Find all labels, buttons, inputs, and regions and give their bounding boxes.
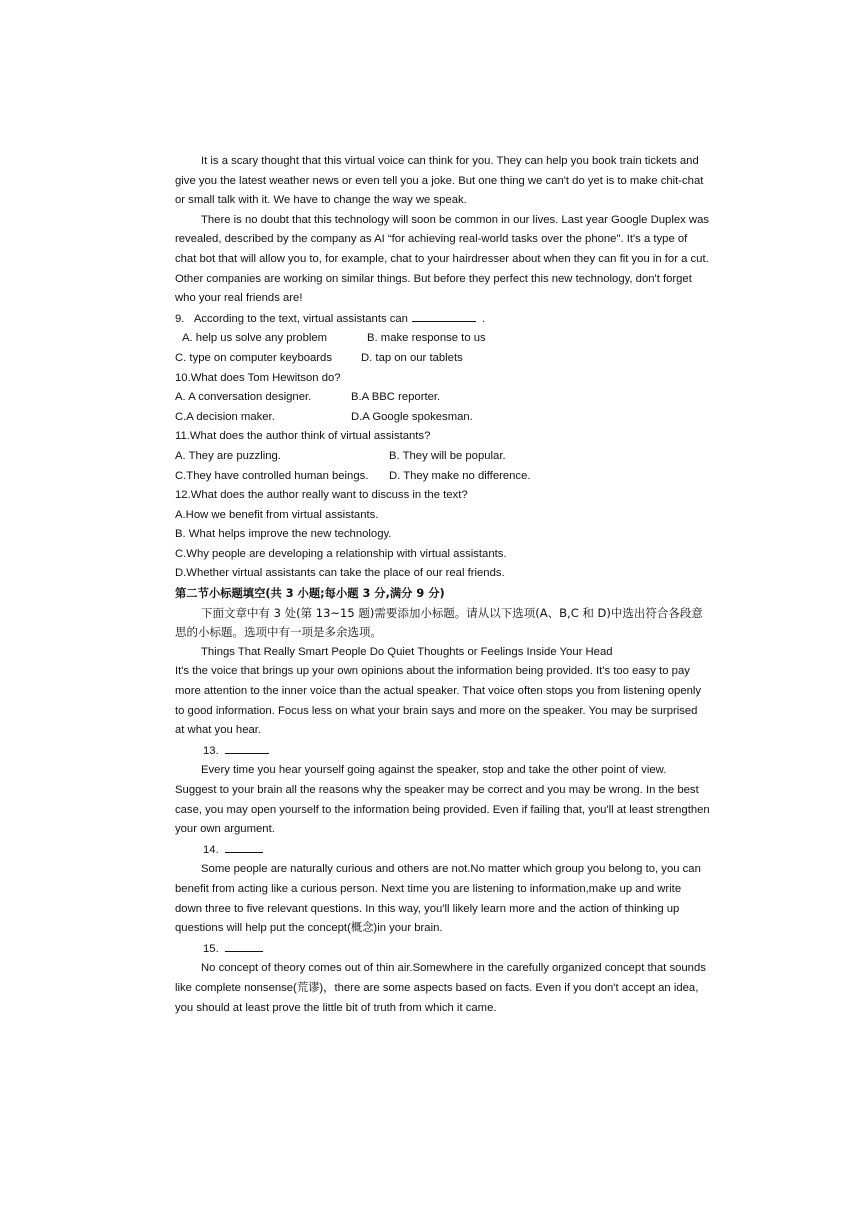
passage-paragraph-2: There is no doubt that this technology will soon be common in our lives. Last year Google Duplex was revealed, described by the company as AI “for achieving real-world tasks over the phone". It's a type of chat bot that will allow you to, for example, chat to your hairdresser about when they can fit you in for a cut. Other companies are working on similar things. But before they perfect this new technology, don't forget who your real friends are! [175,213,710,305]
intro-paragraph: It's the voice that brings up your own opinions about the information being provided. It's too easy to pay more attention to the inner voice than the actual speaker. That voice often stops you from listening openly to good information. Focus less on what your brain says and more on the speaker. You may be surprised at what you hear. [175,665,702,737]
blank-number: 13. [203,744,219,757]
section-instructions: 下面文章中有 3 处(第 13~15 题)需要添加小标题。请从以下选项(A、B,C 和 D)中选出符合各段意思的小标题。选项中有一项是多余选项。 [175,605,703,640]
passage-title: Things That Really Smart People Do Quiet Thoughts or Feelings Inside Your Head [201,645,613,658]
section-heading: 第二节小标题填空(共 3 小题;每小题 3 分,满分 9 分) [175,587,445,601]
paragraph-13: Every time you hear yourself going against the speaker, stop and take the other point of view. Suggest to your brain all the reasons why the speaker may be correct and you may be wrong. In the best case, you may open yourself to the information being provided. Even if failing that, you'll at least strengthen your own argument. [175,764,710,836]
option-a: A. They are puzzling. [175,449,281,462]
blank-number: 14. [203,843,219,856]
answer-blank [412,309,476,322]
question-9-text: 9. According to the text, virtual assistants can [175,312,408,325]
option-d: D. tap on our tablets [361,351,463,364]
option-c: C.They have controlled human beings. [175,469,369,482]
option-c: C.A decision maker. [175,410,275,423]
option-d: D. They make no difference. [389,469,531,482]
option-a: A. help us solve any problem [182,332,328,345]
question-10-options-row-1 [175,388,710,408]
passage-paragraph-1: It is a scary thought that this virtual voice can think for you. They can help you book train tickets and give you the latest weather news or even tell you a joke. But one thing we can't do yet is to make chit-chat or small talk with it. We have to change the way we speak. [175,155,704,207]
paragraph-14: Some people are naturally curious and others are not.No matter which group you belong to, you can benefit from acting like a curious person. Next time you are listening to information,make up and write down three to five relevant questions. In this way, you'll likely learn more and the action of thinking up questions will help put the concept(概念)in your brain. [175,863,701,935]
answer-blank [225,939,263,952]
question-10-stem: 10.What does Tom Hewitson do? [175,371,341,384]
option-a: A.How we benefit from virtual assistants. [175,508,379,521]
question-9-options-row-1 [175,329,710,349]
answer-blank [225,840,263,853]
answer-blank [225,741,269,754]
heading-blank-15 [175,939,710,960]
question-10-options-row-2 [175,408,710,428]
option-b: B. They will be popular. [389,449,506,462]
option-b: B. What helps improve the new technology. [175,528,392,541]
question-11-options-row-2 [175,467,710,487]
option-a: A. A conversation designer. [175,391,312,404]
question-11-stem: 11.What does the author think of virtual assistants? [175,430,431,443]
heading-blank-13 [175,741,710,762]
question-12-stem: 12.What does the author really want to discuss in the text? [175,489,468,502]
option-b: B. make response to us [367,332,486,345]
question-11-options-row-1 [175,447,710,467]
question-9-stem [175,309,710,330]
option-d: D.A Google spokesman. [351,410,473,423]
question-9-end: . [481,312,486,325]
option-c: C.Why people are developing a relationship with virtual assistants. [175,547,507,560]
question-9-options-row-2 [175,349,710,369]
blank-number: 15. [203,942,219,955]
option-c: C. type on computer keyboards [175,351,332,364]
paragraph-15: No concept of theory comes out of thin air.Somewhere in the carefully organized concept that sounds like complete nonsense(荒谬)，there are some aspects based on facts. Even if you don't accept an idea, you should at least prove the little bit of truth from which it came. [175,962,706,1014]
document-body [175,152,710,1018]
option-b: B.A BBC reporter. [351,391,441,404]
option-d: D.Whether virtual assistants can take the place of our real friends. [175,567,505,580]
heading-blank-14 [175,840,710,861]
